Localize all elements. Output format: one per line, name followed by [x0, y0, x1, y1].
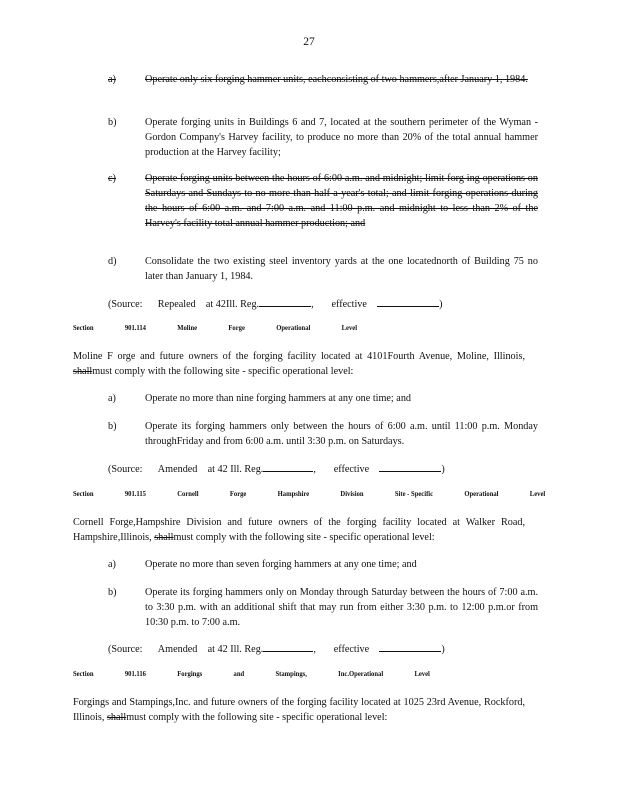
source-note — [108, 641, 548, 657]
source-action: Repealed — [157, 299, 196, 310]
para-text: must comply with the following site - specific operational level: — [126, 712, 388, 723]
item-marker: d) — [108, 256, 117, 267]
source-note — [108, 461, 548, 477]
item-marker: a) — [108, 393, 116, 404]
source-note — [108, 296, 548, 312]
page-number: 27 — [303, 36, 315, 48]
heading-title: Forge — [229, 490, 247, 498]
heading-title: Hampshire — [277, 490, 310, 498]
item-marker: c) — [108, 173, 116, 184]
heading-title: Cornell — [177, 490, 199, 498]
source-effective: effective — [333, 644, 370, 655]
source-comma: , — [313, 464, 316, 475]
section-115-item-b — [108, 585, 538, 630]
source-label: (Source: — [108, 299, 143, 310]
section-114-paragraph — [73, 349, 525, 379]
item-c-deleted — [108, 171, 538, 231]
source-close: ) — [439, 299, 443, 310]
heading-title: Forgings — [177, 670, 203, 678]
source-comma: , — [311, 299, 314, 310]
para-text: must comply with the following site - specific operational level: — [92, 366, 354, 377]
deleted-word: shall — [154, 532, 174, 543]
item-text: Consolidate the two existing steel inventory yards at the one locatednorth of Building 75 no later than January 1, 1984. — [145, 256, 538, 282]
register-blank — [259, 296, 311, 307]
effective-blank — [379, 641, 441, 652]
item-text: Operate only six forging hammer units, eachconsisting of two hammers,after January 1, 1984. — [145, 74, 528, 85]
item-text: Operate no more than nine forging hammers at any one time; and — [145, 393, 412, 404]
section-heading-116 — [73, 669, 505, 679]
deleted-word: shall — [106, 712, 127, 723]
para-text: Cornell Forge,Hampshire Division and future owners of the forging facility located at Walker Road, Hampshire,Illinois, — [73, 517, 525, 543]
effective-blank — [377, 296, 439, 307]
source-comma: , — [313, 644, 316, 655]
section-115-item-a — [108, 557, 538, 572]
effective-blank — [379, 461, 441, 472]
heading-title: Division — [340, 490, 364, 498]
source-register: at 42Ill. Reg. — [205, 299, 260, 310]
heading-title: Site - Specific — [394, 490, 434, 498]
source-close: ) — [441, 464, 445, 475]
heading-title: Moline — [177, 324, 198, 332]
item-a-deleted — [108, 72, 538, 87]
source-close: ) — [441, 644, 445, 655]
register-blank — [263, 461, 313, 472]
heading-number: 901.115 — [124, 490, 146, 498]
heading-word: Section — [73, 490, 94, 498]
deleted-word: shall — [73, 366, 93, 377]
item-marker: b) — [108, 587, 117, 598]
para-text: must comply with the following site - specific operational level: — [173, 532, 435, 543]
section-heading-114 — [73, 323, 505, 333]
heading-number: 901.114 — [124, 324, 146, 332]
item-marker: b) — [108, 117, 117, 128]
item-marker: b) — [108, 421, 117, 432]
register-blank — [263, 641, 313, 652]
heading-title: Stampings, — [275, 670, 307, 678]
section-115-paragraph — [73, 515, 525, 545]
source-register: at 42 Ill. Reg. — [207, 464, 264, 475]
source-action: Amended — [157, 644, 198, 655]
item-b — [108, 115, 538, 160]
source-label: (Source: — [108, 464, 143, 475]
heading-number: 901.116 — [124, 670, 146, 678]
section-114-item-a — [108, 391, 538, 406]
item-text: Operate forging units between the hours of 6:00 a.m. and midnight; limit forg ing operations on Saturdays and Sundays to no more than half a year's total; and limit forging operations during the hours of 6:00 a.m. and 7:00 a.m. and 11:00 p.m. and midnight to less than 2% of the Harvey's facility total annual hammer production; and — [145, 173, 538, 229]
heading-title: Operational — [464, 490, 499, 498]
heading-title: Level — [529, 490, 546, 498]
source-register: at 42 Ill. Reg. — [207, 644, 264, 655]
source-effective: effective — [331, 299, 367, 310]
heading-title: Level — [414, 670, 430, 678]
item-marker: a) — [108, 559, 116, 570]
para-text: Forgings and Stampings,Inc. and future owners of the forging facility located at 1025 23rd Avenue, Rockford, Illinois, — [73, 697, 525, 723]
item-text: Operate its forging hammers only between the hours of 6:00 a.m. until 11:00 p.m. Monday throughFriday and from 6:00 a.m. until 3:30 p.m. on Saturdays. — [145, 421, 538, 447]
heading-title: and — [233, 670, 245, 678]
item-text: Operate forging units in Buildings 6 and 7, located at the southern perimeter of the Wyman -Gordon Company's Harvey facility, to produce no more than 20% of the total annual hammer production at the Harvey facility; — [145, 117, 538, 158]
heading-title: Level — [341, 324, 358, 332]
source-effective: effective — [333, 464, 370, 475]
item-text: Operate no more than seven forging hammers at any one time; and — [145, 559, 417, 570]
heading-word: Section — [73, 670, 94, 678]
section-114-item-b — [108, 419, 538, 449]
source-label: (Source: — [108, 644, 143, 655]
item-d — [108, 254, 538, 284]
section-116-paragraph — [73, 695, 525, 725]
para-text: Moline F orge and future owners of the forging facility located at 4101Fourth Avenue, Moline, Illinois, — [73, 351, 525, 362]
section-heading-115 — [73, 489, 546, 499]
source-action: Amended — [157, 464, 198, 475]
item-text: Operate its forging hammers only on Monday through Saturday between the hours of 7:00 a.m. to 3:30 p.m. with an additional shift that may run from either 3:30 p.m. to 12:00 p.m.or from 10:30 p.m. to 7:00 a.m. — [145, 587, 538, 628]
heading-word: Section — [73, 324, 94, 332]
heading-title: Inc.Operational — [338, 670, 384, 678]
heading-title: Operational — [276, 324, 311, 332]
item-marker: a) — [108, 74, 116, 85]
heading-title: Forge — [228, 324, 245, 332]
